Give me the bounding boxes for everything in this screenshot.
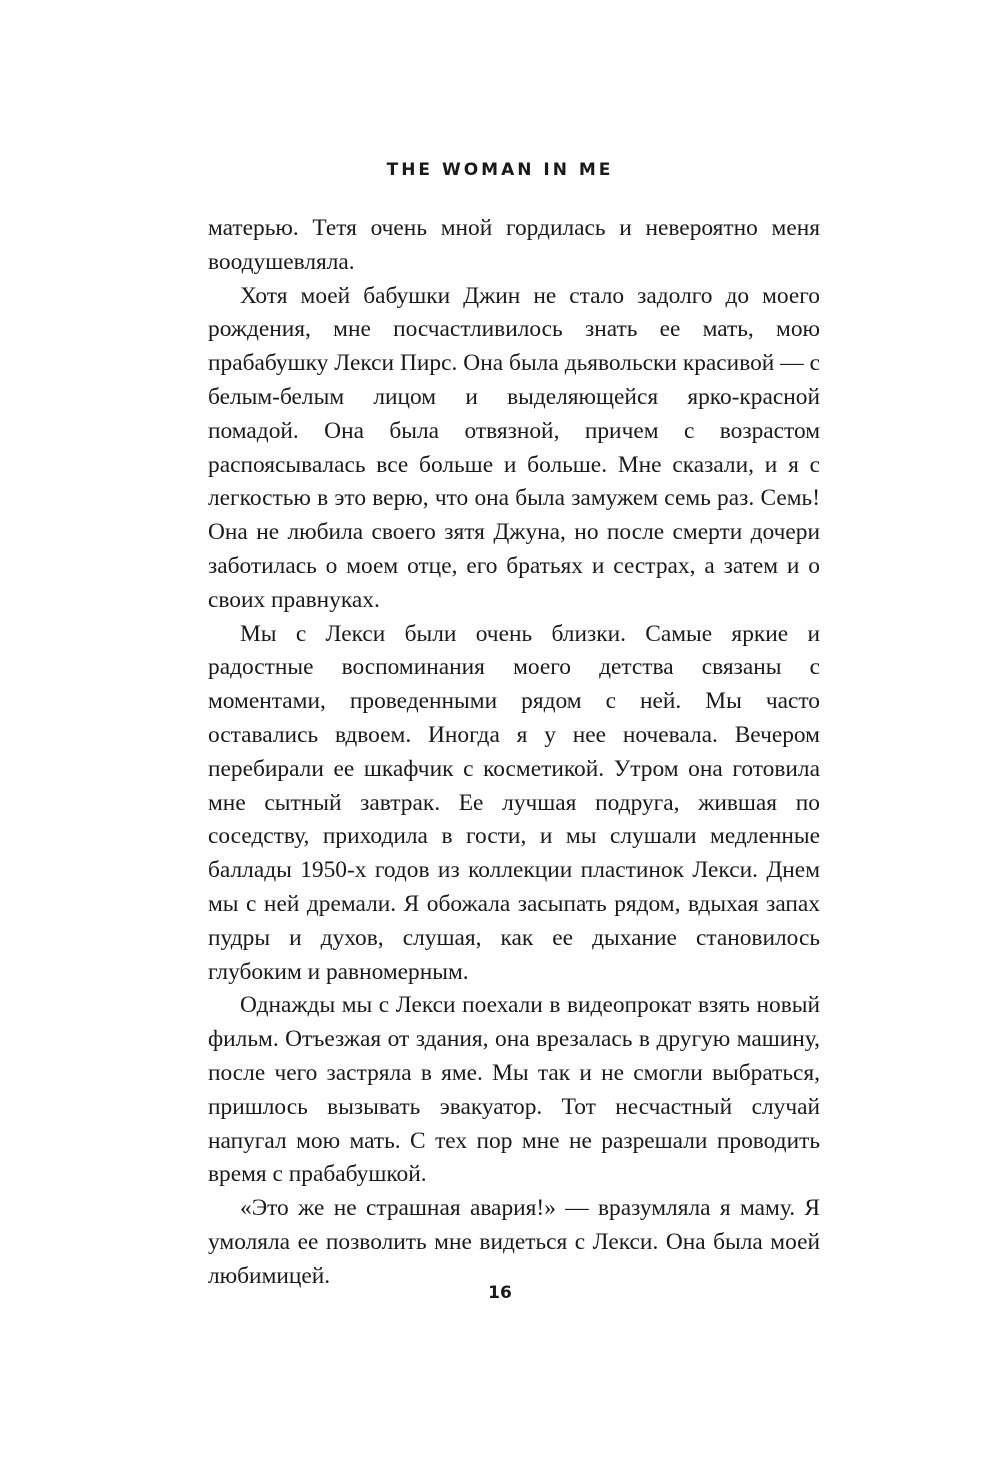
paragraph: Мы с Лекси были очень близки. Самые яркие и радостные воспоминания моего детства связаны с моментами, проведенными рядом с ней. Мы часто оставались вдвоем. Иногда я у нее ночевала. Вечером перебирали ее шкафчик с косметикой. Утром она готовила мне сытный завтрак. Ее лучшая подруга, жившая по соседству, приходила в гости, и мы слушали медленные баллады 1950-х годов из коллекции пластинок Лекси. Днем мы с ней дремали. Я обожала засыпать рядом, вдыхая запах пудры и духов, слушая, как ее дыхание становилось глубоким и равномерным.: [208, 620, 820, 985]
running-head: THE WOMAN IN ME: [386, 160, 614, 180]
paragraph: Хотя моей бабушки Джин не стало задолго до моего рождения, мне посчастливилось знать ее мать, мою прабабушку Лекси Пирс. Она была дьявольски красивой — с белым-белым лицом и выделяющейся ярко-красной помадой. Она была отвязной, причем с возрастом распоясывалась все больше и больше. Мне сказали, и я с легкостью в это верю, что она была замужем семь раз. Семь! Она не любила своего зятя Джуна, но после смерти дочери заботилась о моем отце, его братьях и сестрах, а затем и о своих правнуках.: [208, 282, 820, 613]
page-number: 16: [488, 1283, 512, 1303]
paragraph: Однажды мы с Лекси поехали в видеопрокат взять новый фильм. Отъезжая от здания, она врезалась в другую машину, после чего застряла в яме. Мы так и не смогли выбраться, пришлось вызывать эвакуатор. Тот несчастный случай напугал мою мать. С тех пор мне не разрешали проводить время с прабабушкой.: [208, 992, 820, 1188]
paragraph: «Это же не страшная авария!» — вразумляла я маму. Я умоляла ее позволить мне видеться с Лекси. Она была моей любимицей.: [208, 1195, 820, 1289]
body-text: [208, 212, 820, 1294]
paragraph: матерью. Тетя очень мной гордилась и невероятно меня воодушевляла.: [208, 215, 820, 275]
